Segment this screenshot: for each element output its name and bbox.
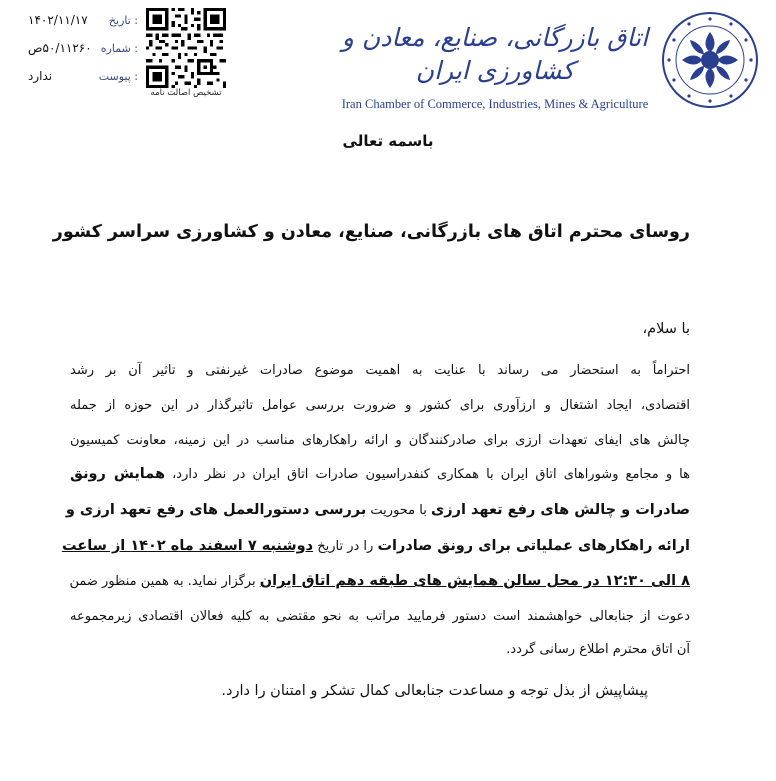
body-line: [65, 502, 690, 518]
org-name-en: Iran Chamber of Commerce, Industries, Mines & Agriculture: [341, 97, 649, 111]
event-time-place: ۸ الی ۱۲:۳۰ در محل سالن همایش های طبقه دهم اتاق ایران: [259, 573, 690, 589]
org-name-fa: اتاق بازرگانی، صنایع، معادن و کشاورزی ایران: [341, 23, 649, 85]
body-text: برگزار نماید. به همین منظور ضمن: [69, 574, 260, 589]
body-text: اقتصادی، ایجاد اشتغال و ارزآوری برای کشور و ضرورت بررسی عوامل تاثیرگذار در این حوزه از جمله: [70, 398, 690, 413]
body-line: [70, 433, 690, 448]
attachment-value: ندارد: [28, 69, 53, 83]
attachment-label: : پیوست: [98, 69, 138, 83]
body-line: [70, 363, 690, 378]
body-line: [70, 398, 690, 413]
body-text: احتراماً به استحضار می رساند با عنایت به اهمیت موضوع صادرات غیرنفتی و تاثیر آن بر رشد: [70, 363, 690, 378]
event-title: صادرات و چالش های رفع تعهد ارزی: [431, 502, 690, 518]
chamber-logo-icon: [660, 10, 760, 110]
qr-caption: تشخیص اصالت نامه: [150, 88, 222, 98]
qr-code-icon[interactable]: [146, 8, 226, 88]
letter-meta: [28, 6, 138, 90]
body-line: [70, 642, 690, 657]
greeting: با سلام،: [642, 321, 690, 337]
body-text: ها و مجامع وشوراهای اتاق ایران با همکاری کنفدراسیون صادرات اتاق ایران در نظر دارد،: [165, 467, 690, 482]
body-text: را در تاریخ: [313, 539, 378, 554]
event-topic: بررسی دستورالعمل های رفع تعهد ارزی و: [65, 502, 367, 518]
event-title: همایش رونق: [70, 466, 166, 482]
org-name-block: [330, 22, 660, 112]
date-row: [28, 6, 138, 34]
event-date: دوشنبه ۷ اسفند ماه ۱۴۰۲ از ساعت: [61, 538, 314, 554]
body-line: [70, 609, 690, 624]
invocation: باسمه تعالی: [342, 132, 434, 150]
number-value: ۵۰/۱۱۲۶۰ص: [28, 41, 92, 55]
body-line: [70, 466, 690, 482]
date-value: ۱۴۰۲/۱۱/۱۷: [28, 13, 88, 27]
body-text: دعوت از جنابعالی خواهشمند است دستور فرمایید مراتب به نحو مقتضی به کلیه فعالان اقتصادی زیرمجموعه: [70, 609, 690, 624]
body-text: با محوریت: [366, 503, 431, 518]
number-label: : شماره: [100, 41, 138, 55]
closing: پیشاپیش از بذل توجه و مساعدت جنابعالی کمال تشکر و امتنان را دارد.: [221, 683, 648, 699]
attachment-row: [28, 62, 138, 90]
body-line: [61, 538, 690, 554]
number-row: [28, 34, 138, 62]
date-label: : تاریخ: [108, 13, 138, 27]
body-text: چالش های ایفای تعهدات ارزی برای صادرکنندگان و ارائه راهکارهای مناسب در این زمینه، معاونت کمیسیون: [70, 433, 690, 448]
recipient: روسای محترم اتاق های بازرگانی، صنایع، معادن و کشاورزی سراسر کشور: [52, 222, 690, 242]
body-line: [70, 573, 690, 589]
body-text: آن اتاق محترم اطلاع رسانی گردد.: [506, 642, 690, 657]
event-topic: ارائه راهکارهای عملیاتی برای رونق صادرات: [377, 538, 690, 554]
